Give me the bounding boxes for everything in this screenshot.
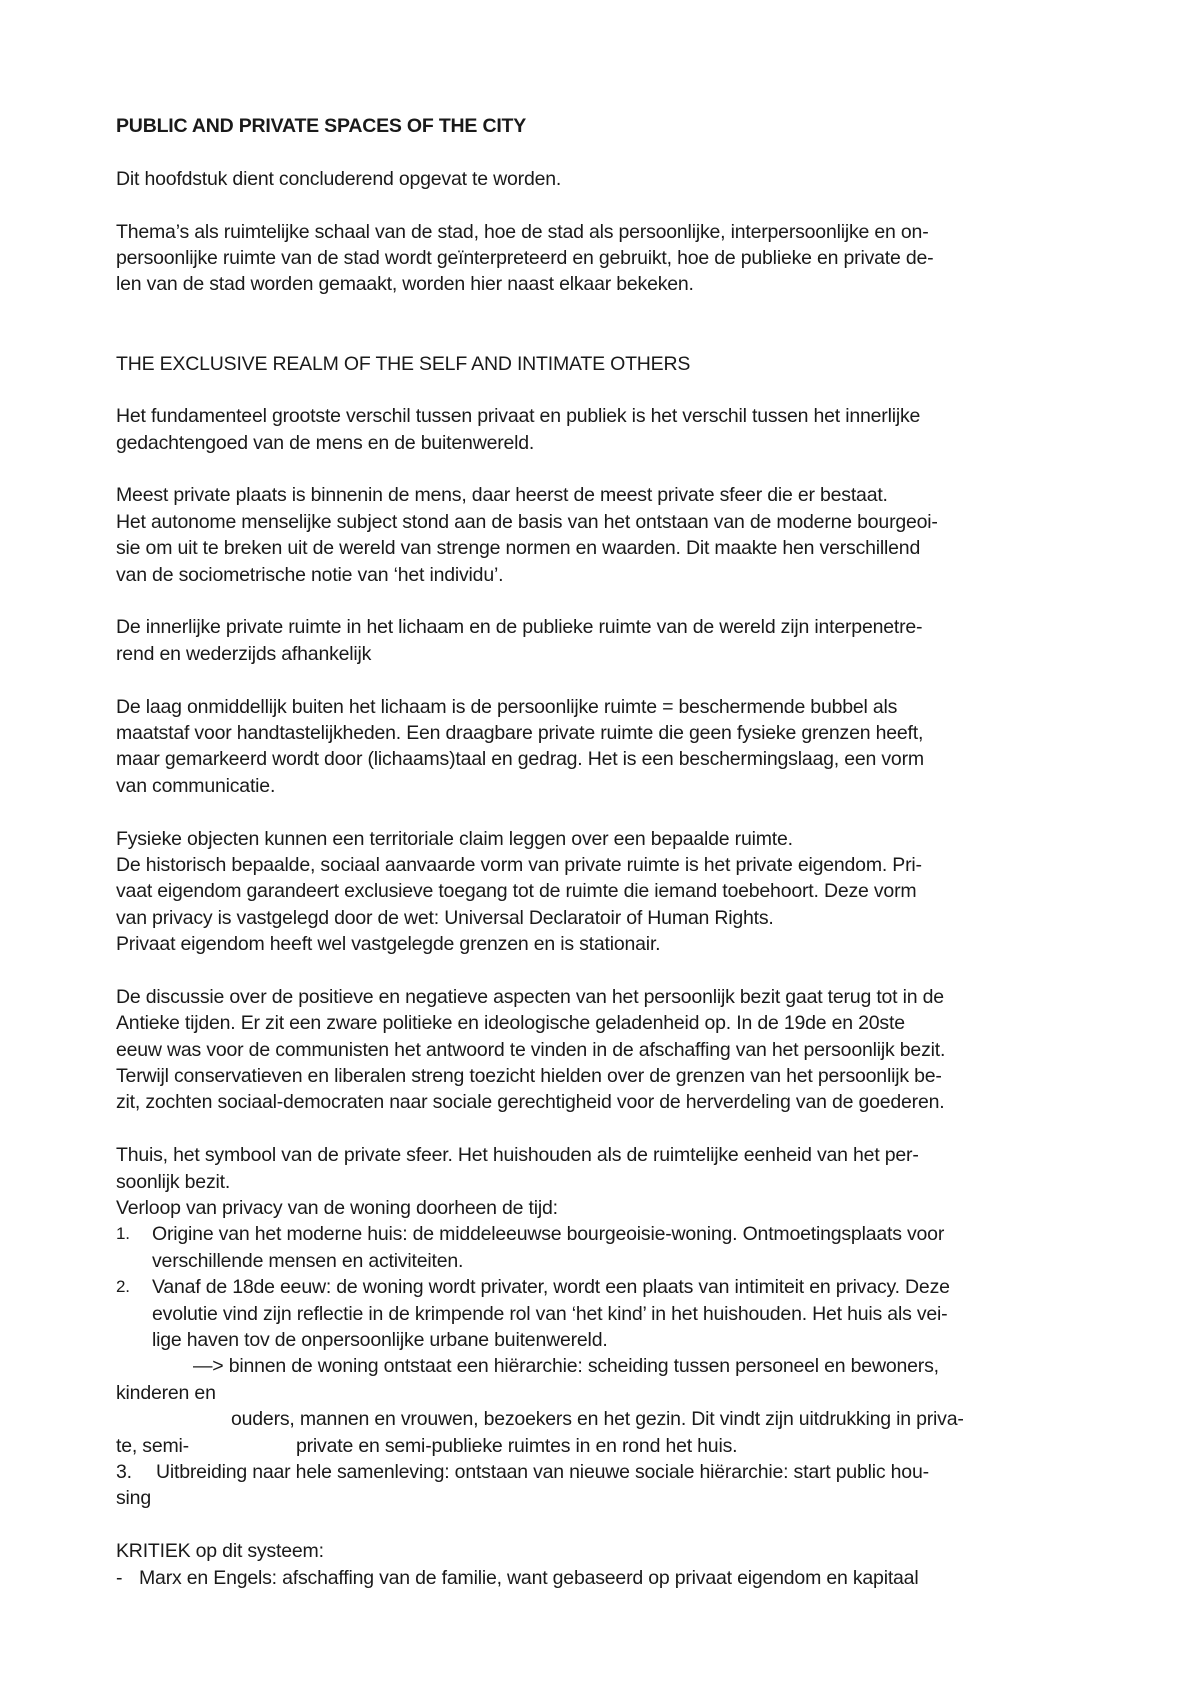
paragraph-line: De discussie over de positieve en negatieve aspecten van het persoonlijk bezit gaat terug tot in de	[116, 985, 944, 1008]
paragraph-home	[116, 1142, 1086, 1221]
list-number: 1.	[116, 1224, 130, 1244]
list-item-line: sing	[116, 1487, 151, 1510]
paragraph-line: Fysieke objecten kunnen een territoriale claim leggen over een bepaalde ruimte.	[116, 827, 793, 850]
paragraph-line: Thema’s als ruimtelijke schaal van de stad, hoe de stad als persoonlijke, interpersoonlijke en on-	[116, 220, 929, 243]
paragraph-property	[116, 826, 1086, 958]
list-item-line: lige haven tov de onpersoonlijke urbane buitenwereld.	[152, 1328, 608, 1351]
paragraph-line: zit, zochten sociaal-democraten naar sociale gerechtigheid voor de herverdeling van de goederen.	[116, 1091, 945, 1114]
paragraph-line: De laag onmiddellijk buiten het lichaam is de persoonlijke ruimte = beschermende bubbel als	[116, 695, 898, 718]
paragraph-line: van communicatie.	[116, 774, 276, 797]
paragraph-line: persoonlijke ruimte van de stad wordt geïnterpreteerd en gebruikt, hoe de publieke en private de-	[116, 246, 934, 269]
paragraph-line: soonlijk bezit.	[116, 1170, 231, 1193]
paragraph-line: Meest private plaats is binnenin de mens, daar heerst de meest private sfeer die er bestaat.	[116, 484, 888, 507]
document-title: PUBLIC AND PRIVATE SPACES OF THE CITY	[116, 115, 527, 137]
kritiek-section	[116, 1538, 1086, 1591]
list-item	[116, 1274, 1086, 1353]
paragraph-line: van de sociometrische notie van ‘het individu’.	[116, 563, 504, 586]
themes-paragraph	[116, 219, 1086, 298]
paragraph-line: Antieke tijden. Er zit een zware politieke en ideologische geladenheid op. In de 19de en 20ste	[116, 1012, 905, 1035]
document-page	[116, 113, 1086, 1591]
paragraph-line: De innerlijke private ruimte in het lichaam en de publieke ruimte van de wereld zijn interpenetre-	[116, 616, 923, 639]
kritiek-item-text: Marx en Engels: afschaffing van de familie, want gebaseerd op privaat eigendom en kapitaal	[139, 1566, 919, 1589]
paragraph-line: vaat eigendom garandeert exclusieve toegang tot de ruimte die iemand toebehoort. Deze vorm	[116, 880, 917, 903]
hierarchy-line: —> binnen de woning ontstaat een hiërarchie: scheiding tussen personeel en bewoners,	[193, 1355, 939, 1378]
hierarchy-block	[116, 1353, 1086, 1459]
paragraph-line: Het fundamenteel grootste verschil tussen privaat en publiek is het verschil tussen het innerlijke	[116, 405, 921, 428]
list-number: 2.	[116, 1277, 130, 1297]
hierarchy-line: kinderen en	[116, 1381, 216, 1404]
paragraph-line: Privaat eigendom heeft wel vastgelegde grenzen en is stationair.	[116, 933, 661, 956]
paragraph-line: Verloop van privacy van de woning doorheen de tijd:	[116, 1197, 558, 1220]
list-item-line: Vanaf de 18de eeuw: de woning wordt privater, wordt een plaats van intimiteit en privacy. Deze	[152, 1276, 950, 1299]
paragraph-line: maar gemarkeerd wordt door (lichaams)taal en gedrag. Het is een beschermingslaag, een vorm	[116, 748, 924, 771]
paragraph-line: van privacy is vastgelegd door de wet: Universal Declaratoir of Human Rights.	[116, 906, 774, 929]
paragraph-line: De historisch bepaalde, sociaal aanvaarde vorm van private ruimte is het private eigendom. Pri-	[116, 853, 922, 876]
hierarchy-line	[116, 1433, 1086, 1459]
paragraph-line: len van de stad worden gemaakt, worden hier naast elkaar bekeken.	[116, 273, 694, 296]
section-heading: THE EXCLUSIVE REALM OF THE SELF AND INTIMATE OTHERS	[116, 352, 691, 375]
list-item	[116, 1221, 1086, 1274]
paragraph-private-place	[116, 482, 1086, 588]
paragraph-interpenetrating	[116, 614, 1086, 667]
paragraph-line: Terwijl conservatieven en liberalen streng toezicht hielden over de grenzen van het persoonlijk be-	[116, 1065, 942, 1088]
paragraph-line: eeuw was voor de communisten het antwoord te vinden in de afschaffing van het persoonlijk bezit.	[116, 1038, 946, 1061]
paragraph-line: sie om uit te breken uit de wereld van strenge normen en waarden. Dit maakte hen verschillend	[116, 537, 921, 560]
paragraph-line: rend en wederzijds afhankelijk	[116, 642, 372, 665]
paragraph-line: Het autonome menselijke subject stond aan de basis van het ontstaan van de moderne bourgeoi-	[116, 510, 938, 533]
hierarchy-fragment: private en semi-publieke ruimtes in en rond het huis.	[295, 1434, 738, 1457]
paragraph-inner-outer	[116, 403, 1086, 456]
list-item-text: Uitbreiding naar hele samenleving: ontstaan van nieuwe sociale hiërarchie: start public hou-	[156, 1460, 929, 1483]
list-item-line: evolutie vind zijn reflectie in de krimpende rol van ‘het kind’ in het huishouden. Het huis als vei-	[152, 1302, 948, 1325]
list-number: 3.	[116, 1460, 132, 1483]
paragraph-personal-space	[116, 694, 1086, 800]
list-item-3	[116, 1459, 1086, 1512]
paragraph-line: Thuis, het symbool van de private sfeer. Het huishouden als de ruimtelijke eenheid van het per-	[116, 1144, 919, 1167]
hierarchy-line: ouders, mannen en vrouwen, bezoekers en het gezin. Dit vindt zijn uitdrukking in priva-	[231, 1408, 964, 1431]
list-item-line: Origine van het moderne huis: de middeleeuwse bourgeoisie-woning. Ontmoetingsplaats voor	[152, 1223, 945, 1246]
intro-paragraph: Dit hoofdstuk dient concluderend opgevat te worden.	[116, 167, 562, 190]
list-item-line: verschillende mensen en activiteiten.	[152, 1249, 464, 1272]
kritiek-heading: KRITIEK op dit systeem:	[116, 1540, 324, 1563]
bullet-dash: -	[116, 1566, 123, 1589]
list-item-line	[116, 1459, 1086, 1485]
paragraph-line: maatstaf voor handtastelijkheden. Een draagbare private ruimte die geen fysieke grenzen heeft,	[116, 722, 924, 744]
hierarchy-fragment: te, semi-	[116, 1434, 189, 1457]
kritiek-item	[116, 1565, 1086, 1591]
paragraph-line: gedachtengoed van de mens en de buitenwereld.	[116, 431, 535, 454]
paragraph-discussion	[116, 984, 1086, 1116]
